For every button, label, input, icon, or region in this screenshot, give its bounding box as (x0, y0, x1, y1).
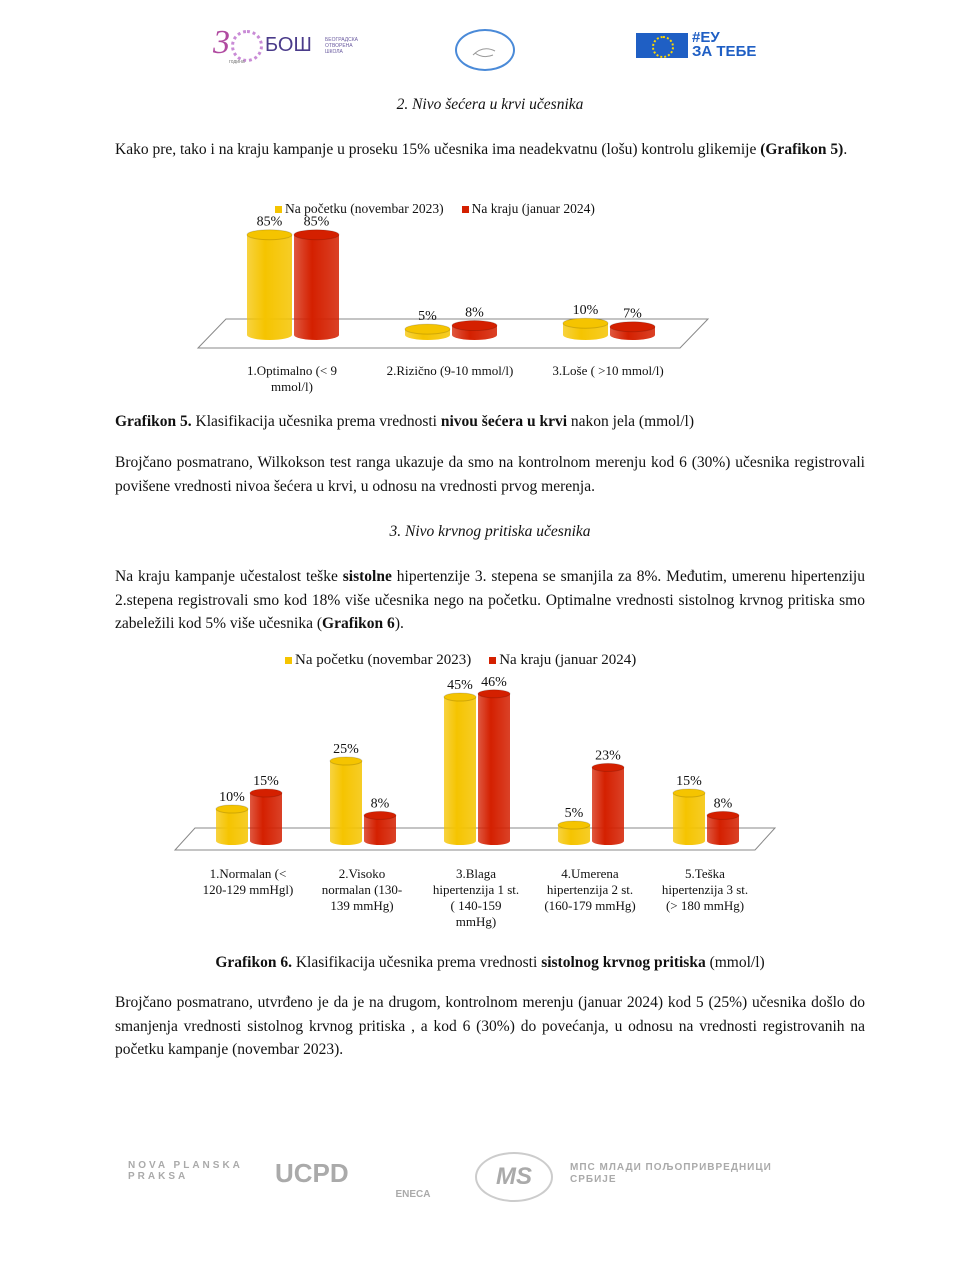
category-label: 1.Normalan (< 120-129 mmHgl) (202, 866, 294, 897)
bar-start (558, 821, 590, 845)
bar-start (673, 789, 705, 845)
handshake-icon (457, 31, 513, 69)
data-label: 25% (333, 742, 359, 757)
chart-legend (275, 201, 595, 217)
eu-slogan-line1: #ЕУ (692, 29, 720, 46)
section-heading-blood-sugar: 2. Nivo šećera u krvi učesnika (396, 96, 584, 113)
category-label: 4.Umerena hipertenzija 2 st. (160-179 mmHg) (544, 866, 636, 913)
data-label: 85% (303, 214, 330, 230)
footer-logo-ms: MS (475, 1152, 553, 1202)
category-label: 1.Optimalno (< 9 mmol/l) (246, 363, 338, 394)
legend-swatch (462, 206, 469, 213)
paragraph: Brojčano posmatrano, utvrđeno je da je na drugom, kontrolnom merenju (januar 2024) kod 5 (25%) učesnika došlo do smanjenja vrednosti sistolnog krvnog pritiska , a kod 6 (30%) do povećanja, u odnosu na vrednosti registrovanih na početku kampanje (novembar 2023). (115, 994, 865, 1058)
bar-end (452, 321, 497, 340)
footer-logo-nova-planska-praksa: NOVA PLANSKA PRAKSA (128, 1160, 243, 1182)
bar-end (364, 811, 396, 845)
category-label: 2.Visoko normalan (130- 139 mmHg) (321, 866, 403, 913)
caption-text: Klasifikacija učesnika prema vrednosti (291, 954, 542, 971)
bar-end (294, 230, 339, 340)
legend-swatch (275, 206, 282, 213)
figure-reference: (Grafikon 5) (760, 141, 844, 158)
legend-swatch (285, 657, 292, 664)
bar-end (707, 811, 739, 845)
paragraph (115, 138, 865, 162)
paragraph-text: hipertenzije 3. stepena se smanjila za 8%. Međutim, umerenu hipertenziju 2.stepena registrovali smo kod 18% više učesnika nego na početku. Optimalne vrednosti sistolnog krvnog pritiska smo zabeležili kod 5% više učesnika ( (115, 568, 865, 632)
bar-end (610, 322, 655, 340)
caption-text: Klasifikacija učesnika prema vrednosti (191, 413, 441, 430)
hands-logo (455, 29, 515, 71)
category-label: 2.Rizično (9-10 mmol/l) (386, 363, 514, 378)
data-label: 10% (572, 303, 599, 319)
legend-label: Na kraju (januar 2024) (471, 201, 595, 216)
legend-swatch (489, 657, 496, 664)
paragraph-text: ). (394, 615, 404, 632)
paragraph-emphasis: sistolne (342, 568, 392, 585)
caption-emphasis: sistolnog krvnog pritiska (541, 954, 706, 971)
data-label: 45% (447, 678, 473, 693)
caption-label: Grafikon 6. (215, 954, 292, 971)
bar-start (444, 693, 476, 845)
category-label: 3.Loše ( >10 mmol/l) (552, 363, 664, 378)
eu-flag-icon (636, 33, 688, 58)
data-label: 5% (418, 309, 437, 325)
section-heading-blood-pressure: 3. Nivo krvnog pritiska učesnika (389, 523, 591, 540)
footer-logo-ucpd: UCPD (275, 1158, 349, 1188)
caption-label: Grafikon 5. (115, 413, 192, 430)
bar-start (563, 318, 608, 340)
bar-start (330, 757, 362, 845)
data-label: 46% (481, 674, 507, 690)
data-label: 7% (623, 306, 642, 322)
paragraph-text: Kako pre, tako i na kraju kampanje u proseku 15% učesnika ima neadekvatnu (lošu) kontrolu glikemije (115, 141, 757, 158)
data-label: 15% (676, 774, 702, 789)
paragraph: Brojčano posmatrano, Wilkokson test ranga ukazuje da smo na kontrolnom merenju kod 6 (30%) učesnika registrovali povišene vrednosti nivoa šećera u krvi, u odnosu na vrednosti prvog merenja. (115, 454, 865, 495)
legend-item (285, 652, 471, 669)
figure-reference: Grafikon 6 (322, 615, 395, 632)
eu-slogan-line2: ЗА ТЕБЕ (692, 43, 757, 60)
bar-end (250, 789, 282, 845)
eu-slogan (692, 31, 756, 59)
figure-caption (0, 954, 980, 972)
data-label: 8% (370, 796, 390, 812)
chart-grafikon-5 (180, 195, 740, 400)
footer-logo-mladi-poljoprivrednici: МПС МЛАДИ ПОЉОПРИВРЕДНИЦИ СРБИЈЕ (570, 1162, 772, 1185)
legend-label: Na početku (novembar 2023) (295, 652, 472, 668)
chart-grafikon-6 (170, 648, 790, 938)
data-label: 10% (219, 790, 245, 805)
bosh-logo-text: БОШ (265, 34, 312, 56)
bosh-logo-subtext: БЕОГРАДСКА ОТВОРЕНА ШКОЛА (325, 37, 358, 55)
data-label: 85% (256, 214, 283, 230)
bar-end (478, 690, 510, 845)
caption-text: (mmol/l) (705, 954, 765, 971)
caption-emphasis: nivou šećera u krvi (440, 413, 568, 430)
bosh-logo-years: година (229, 59, 245, 65)
data-label: 23% (595, 748, 621, 764)
data-label: 8% (465, 305, 484, 321)
bar-end (592, 763, 624, 845)
bar-start (216, 805, 248, 845)
category-label: 3.Blaga hipertenzija 1 st. ( 140-159 mmHg) (432, 866, 520, 929)
footer-logo-eneca: ENECA (395, 1189, 431, 1200)
document-page: 3 БОШ БЕОГРАДСКА ОТВОРЕНА ШКОЛА година #ЕУ ЗА ТЕБЕ 2. Nivo šećera u krvi učesnika Kako pre, tako i na kraju kampanje u proseku 15% učesnika ima neadekvatnu (lošu) kontrolu glikemije (Grafikon 5). 85% 85% 5% 8% 10% 7% 1.Optimalno (< 9 mmol/l) 2.Rizično (9-10 mmol/l) 3.Loše ( >10 mmol/l) Na početku (novembar 2023) Na kraju (januar 2024) Grafikon 5. Klasifikacija učesnika prema vrednosti nivou šećera u krvi nakon jela (mmol/l) Brojčano posmatrano, Wilkokson test ranga ukazuje da smo na kontrolnom merenju kod 6 (30%) učesnika registrovali povišene vrednosti nivoa šećera u krvi, u odnosu na vrednosti prvog merenja. 3. Nivo krvnog pritiska učesnika Na kraju kampanje učestalost teške sistolne hipertenzije 3. stepena se smanjila za 8%. Međutim, umerenu hipertenziju 2.stepena registrovali smo kod 18% više učesnika nego na početku. Optimalne vrednosti sistolnog krvnog pritiska smo zabeležili kod 5% više učesnika (Grafikon 6). 10% 15% 25% 8% 45% 46% 5% 23% 15% 8% 1.Normalan (< 120-129 mmHgl) 2.Visoko normalan (130- 139 mmHg) 3.Blaga hipertenzija 1 st. ( 140-159 mmHg) 4.Umerena hipertenzija 2 st. (160-179 mmHg) 5.Teška hipertenzija 3 st. (> 180 mmHg) Na početku (novembar 2023) Na kraju (januar 2024) Grafikon 6. Klasifikacija učesnika prema vrednosti sistolnog krvnog pritiska (mmol/l) Brojčano posmatrano, utvrđeno je da je na drugom, kontrolnom merenju (januar 2024) kod 5 (25%) učesnika došlo do smanjenja vrednosti sistolnog krvnog pritiska , a kod 6 (30%) do povećanja, u odnosu na vrednosti registrovanih na početku kampanje (novembar 2023). NOVA PLANSKA PRAKSA UCPD ENECA MS МПС МЛАДИ ПОЉОПРИВРЕДНИЦИ СРБИЈЕ (0, 0, 980, 1268)
legend-label: Na kraju (januar 2024) (499, 652, 637, 668)
category-label: 5.Teška hipertenzija 3 st. (> 180 mmHg) (661, 866, 749, 913)
data-label: 5% (564, 806, 584, 821)
bar-start (405, 324, 450, 340)
legend-item (489, 652, 636, 669)
paragraph-text: . (843, 141, 848, 158)
legend-label: Na početku (novembar 2023) (285, 201, 444, 216)
paragraph-text: Na kraju kampanje učestalost teške (115, 568, 343, 585)
legend-item (462, 201, 595, 217)
chart-legend (285, 652, 636, 669)
figure-caption (115, 413, 694, 431)
legend-item (275, 201, 444, 217)
caption-text: nakon jela (mmol/l) (567, 413, 695, 430)
bar-start (247, 230, 292, 340)
paragraph (115, 565, 865, 636)
data-label: 8% (713, 796, 733, 812)
data-label: 15% (253, 774, 279, 789)
